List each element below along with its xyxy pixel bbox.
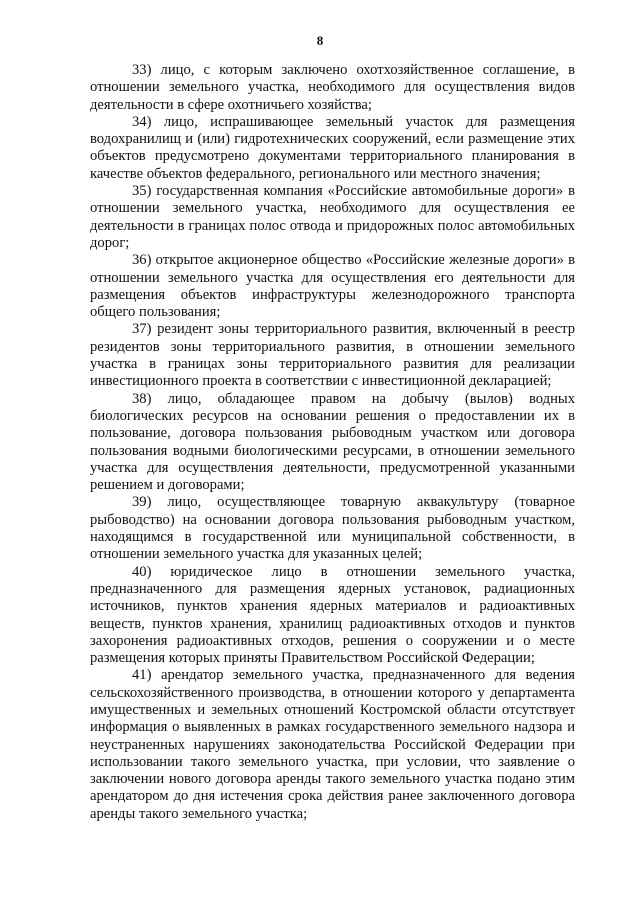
list-item-40: 40) юридическое лицо в отношении земельного участка, предназначенного для размещения ядерных установок, радиационных источников, пунктов хранения ядерных материалов и радиоактивных веществ, пунктов хранения, хранилищ радиоактивных отходов и пунктов захоронения радиоактивных отходов, решения о сооружении и о месте размещения которых приняты Правительством Российской Федерации;	[90, 563, 575, 667]
list-item-33: 33) лицо, с которым заключено охотхозяйственное соглашение, в отношении земельного участка, необходимого для осуществления видов деятельности в сфере охотничьего хозяйства;	[90, 62, 575, 113]
page-number: 8	[316, 33, 324, 48]
document-body	[90, 62, 575, 823]
list-item-35: 35) государственная компания «Российские автомобильные дороги» в отношении земельного участка, необходимого для осуществления ее деятельности в границах полос отвода и придорожных полос автомобильных дорог;	[90, 183, 575, 251]
list-item-36: 36) открытое акционерное общество «Российские железные дороги» в отношении земельного участка для осуществления его деятельности для размещения объектов инфраструктуры железнодорожного транспорта общего пользования;	[90, 252, 575, 321]
list-item-39: 39) лицо, осуществляющее товарную аквакультуру (товарное рыбоводство) на основании договора пользования рыбоводным участком, находящимся в государственной или муниципальной собственности, в отношении земельного участка для указанных целей;	[90, 494, 575, 563]
list-item-37: 37) резидент зоны территориального развития, включенный в реестр резидентов зоны территориального развития, в отношении земельного участка в границах зоны территориального развития для реализации инвестиционного проекта в соответствии с инвестиционной декларацией;	[90, 321, 575, 390]
list-item-41: 41) арендатор земельного участка, предназначенного для ведения сельскохозяйственного производства, в отношении которого у департамента имущественных и земельных отношений Костромской области отсутствует информация о выявленных в рамках государственного земельного надзора и неустраненных нарушениях законодательства Российской Федерации при использовании такого земельного участка, при условии, что заявление о заключении нового договора аренды такого земельного участка подано этим арендатором до дня истечения срока действия ранее заключенного договора аренды такого земельного участка;	[90, 667, 575, 822]
list-item-34: 34) лицо, испрашивающее земельный участок для размещения водохранилищ и (или) гидротехнических сооружений, если размещение этих объектов предусмотрено документами территориального планирования в качестве объектов федерального, регионального или местного значения;	[90, 113, 575, 182]
list-item-38: 38) лицо, обладающее правом на добычу (вылов) водных биологических ресурсов на основании решения о предоставлении их в пользование, договора пользования рыбоводным участком или договора пользования водными биологическими ресурсами, в отношении земельного участка для осуществления деятельности, предусмотренной указанными решением и договорами;	[90, 390, 575, 494]
